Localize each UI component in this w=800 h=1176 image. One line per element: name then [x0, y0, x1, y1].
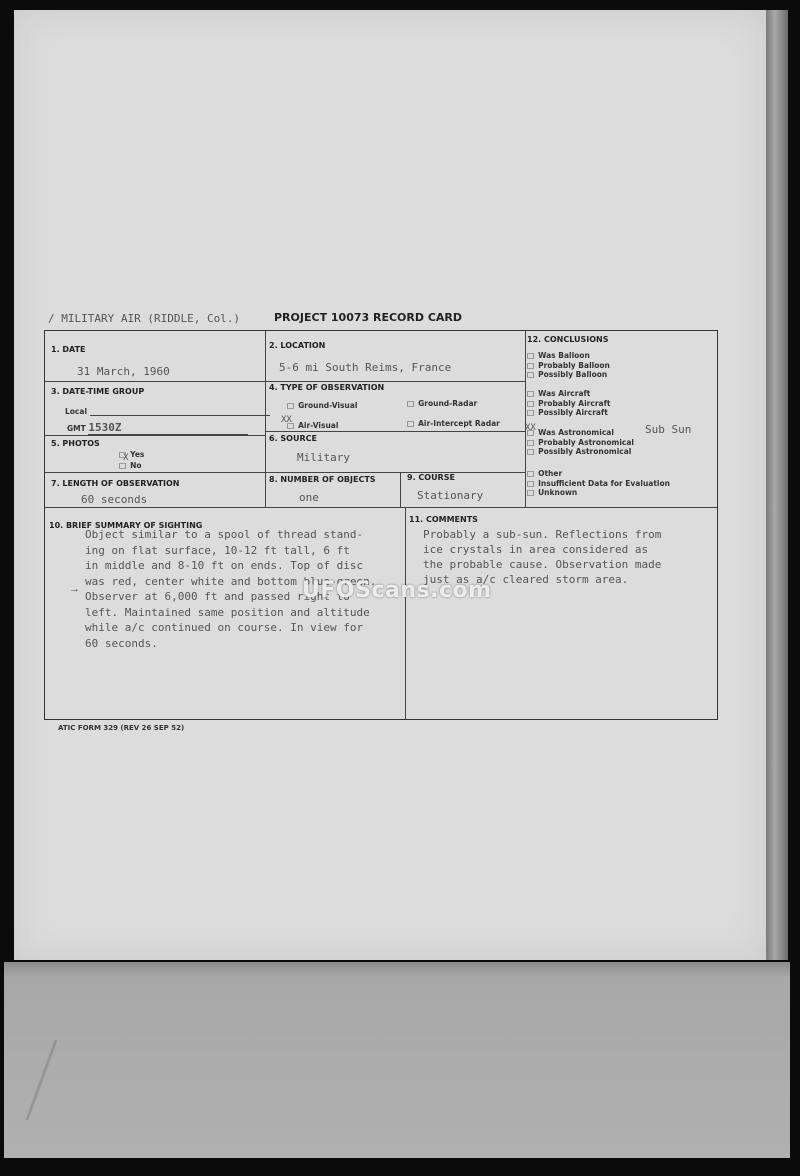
source-value: Military: [297, 451, 350, 464]
dtg-gmt-label: GMT: [67, 424, 86, 433]
conclusion-possibly-aircraft: □ Possibly Aircraft: [527, 408, 610, 418]
card-header: [48, 311, 468, 329]
course-label: 9. COURSE: [407, 473, 455, 482]
conclusions-balloon-group: [527, 351, 610, 380]
divider-summary-comments: [405, 507, 406, 719]
divider-conclusions: [525, 331, 526, 507]
num-objects-value: one: [299, 491, 319, 504]
summary-label: 10. BRIEF SUMMARY OF SIGHTING: [49, 521, 203, 530]
type-obs-air-visual: □ Air-Visual: [287, 421, 338, 430]
type-obs-ground-radar: □ Ground-Radar: [407, 399, 477, 408]
divider-row1-mid: [265, 381, 525, 382]
location-value: 5-6 mi South Reims, France: [279, 361, 452, 374]
type-obs-label: 4. TYPE OF OBSERVATION: [269, 383, 385, 392]
dtg-label: 3. DATE-TIME GROUP: [51, 387, 145, 396]
type-obs-check-mark: XX: [281, 415, 292, 425]
divider-row2-left: [45, 435, 265, 436]
conclusion-possibly-balloon: □ Possibly Balloon: [527, 370, 610, 380]
dtg-local-label: Local: [65, 407, 88, 416]
dtg-gmt-value: 1530Z: [88, 421, 248, 435]
conclusions-label: 12. CONCLUSIONS: [527, 335, 609, 344]
conclusions-astronomical-group: [527, 428, 634, 457]
date-label: 1. DATE: [51, 345, 86, 354]
conclusion-probably-aircraft: □ Probably Aircraft: [527, 399, 610, 409]
conclusion-other: □ Other: [527, 469, 670, 479]
source-label: 6. SOURCE: [269, 434, 317, 443]
conclusion-was-aircraft: □ Was Aircraft: [527, 389, 610, 399]
divider-row4: [45, 507, 717, 508]
conclusion-probably-balloon: □ Probably Balloon: [527, 361, 610, 371]
conclusion-insufficient-data: □ Insufficient Data for Evaluation: [527, 479, 670, 489]
dtg-local-line: [90, 405, 270, 416]
dtg-gmt: [67, 421, 248, 435]
type-obs-air-intercept-radar: □ Air-Intercept Radar: [407, 419, 500, 428]
type-obs-ground-visual: □ Ground-Visual: [287, 401, 357, 410]
conclusions-other-group: [527, 469, 670, 498]
length-value: 60 seconds: [81, 493, 148, 506]
divider-row2-mid: [265, 431, 525, 432]
comments-text: Probably a sub-sun. Reflections from ice crystals in area considered as the probable cause. Observation made just as a/c cleared storm area.: [423, 528, 662, 586]
location-label: 2. LOCATION: [269, 341, 326, 350]
photos-check-mark: X: [123, 453, 129, 463]
dtg-local: [65, 405, 270, 416]
photos-label: 5. PHOTOS: [51, 439, 100, 448]
conclusion-sub-sun-note: Sub Sun: [645, 423, 692, 436]
photos-no: □ No: [119, 461, 142, 470]
page-edge: [766, 10, 788, 960]
photos-yes: □ Yes: [119, 450, 144, 459]
margin-arrow: →: [69, 583, 80, 595]
summary-text: Object similar to a spool of thread stand- ing on flat surface, 10-12 ft tall, 6 ft in middle and 8-10 ft on ends. Top of disc was red, center white and bottom blue-green. Observer at 6,000 ft and passed right to left. Maintained same position and altitude while a/c continued on course. In view for 60 seconds.: [85, 528, 377, 650]
form-id: ATIC FORM 329 (REV 26 SEP 52): [58, 724, 185, 732]
typed-prefix: / MILITARY AIR (RIDDLE, Col.): [48, 312, 241, 325]
num-objects-label: 8. NUMBER OF OBJECTS: [269, 475, 376, 484]
divider-row1-left: [45, 381, 265, 382]
date-value: 31 March, 1960: [77, 365, 170, 378]
record-card: [44, 330, 718, 720]
length-label: 7. LENGTH OF OBSERVATION: [51, 479, 180, 488]
divider-col1: [265, 331, 266, 507]
conclusion-check-mark: XX: [525, 423, 536, 433]
conclusion-probably-astronomical: □ Probably Astronomical: [527, 438, 634, 448]
watermark: UFOScans.com: [302, 578, 492, 603]
course-value: Stationary: [417, 489, 484, 502]
conclusion-was-balloon: □ Was Balloon: [527, 351, 610, 361]
divider-course: [400, 472, 401, 507]
conclusions-aircraft-group: [527, 389, 610, 418]
conclusion-was-astronomical: □ Was Astronomical: [527, 428, 634, 438]
conclusion-unknown: □ Unknown: [527, 488, 670, 498]
comments-label: 11. COMMENTS: [409, 515, 478, 524]
card-title: PROJECT 10073 RECORD CARD: [274, 311, 463, 324]
underlying-sheet: [4, 962, 790, 1158]
conclusion-possibly-astronomical: □ Possibly Astronomical: [527, 447, 634, 457]
